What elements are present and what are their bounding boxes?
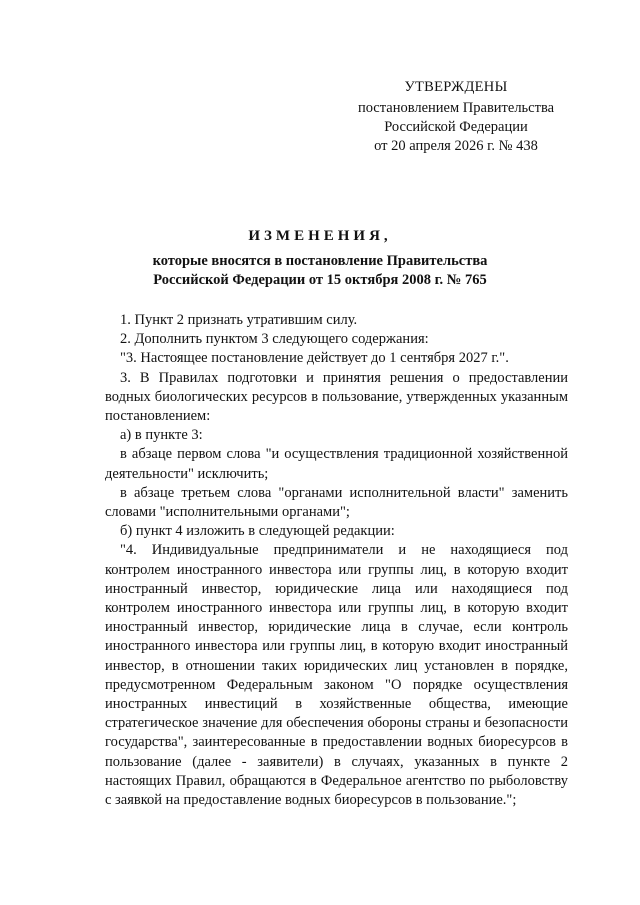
paragraph: в абзаце третьем слова "органами исполнительной власти" заменить словами "исполнительными органами"; [105, 484, 568, 521]
title-subtitle [0, 252, 640, 290]
title-heading: ИЗМЕНЕНИЯ, [248, 228, 392, 244]
title-subtitle-line: которые вносятся в постановление Правительства [152, 253, 488, 269]
approval-heading: УТВЕРЖДЕНЫ [404, 79, 508, 95]
paragraph: 3. В Правилах подготовки и принятия решения о предоставлении водных биологических ресурсов в пользование, утвержденных указанным постановлением: [105, 369, 568, 425]
paragraph: в абзаце первом слова "и осуществления традиционной хозяйственной деятельности" исключить; [105, 446, 568, 482]
paragraph: 2. Дополнить пунктом 3 следующего содержания: [120, 331, 429, 348]
document-title [0, 226, 640, 290]
title-subtitle-line: Российской Федерации от 15 октября 2008 г. № 765 [153, 272, 487, 288]
paragraph: "4. Индивидуальные предприниматели и не находящиеся под контролем иностранного инвестора или группы лиц, в которую входит иностранный инвестор, юридические лица или находящиеся под контролем иностранного инвестора или группы лиц, в которую входит иностранный инвестор, юридические лица в случае, если контроль иностранного инвестора или группы лиц, в которую входит иностранный инвестор, в отношении таких юридических лиц установлен в порядке, предусмотренном Федеральным законом "О порядке осуществления иностранных инвестиций в хозяйственные общества, имеющие стратегическое значение для обеспечения обороны страны и безопасности государства", заинтересованные в предоставлении водных биоресурсов в пользование (далее - заявители) в случаях, указанных в пункте 2 настоящих Правил, обращаются в Федеральное агентство по рыболовству с заявкой на предоставление водных биоресурсов в пользование."; [105, 542, 568, 809]
paragraph: а) в пункте 3: [120, 427, 203, 444]
approval-date-line: от 20 апреля 2026 г. № 438 [374, 138, 538, 154]
paragraph: б) пункт 4 изложить в следующей редакции: [120, 523, 395, 540]
paragraph: 1. Пункт 2 признать утратившим силу. [120, 312, 358, 328]
approval-line: Российской Федерации [384, 119, 528, 135]
paragraph: "3. Настоящее постановление действует до 1 сентября 2027 г.". [120, 350, 509, 367]
approval-line: постановлением Правительства [357, 100, 555, 116]
approval-stamp [336, 78, 576, 156]
document-body [105, 311, 568, 810]
